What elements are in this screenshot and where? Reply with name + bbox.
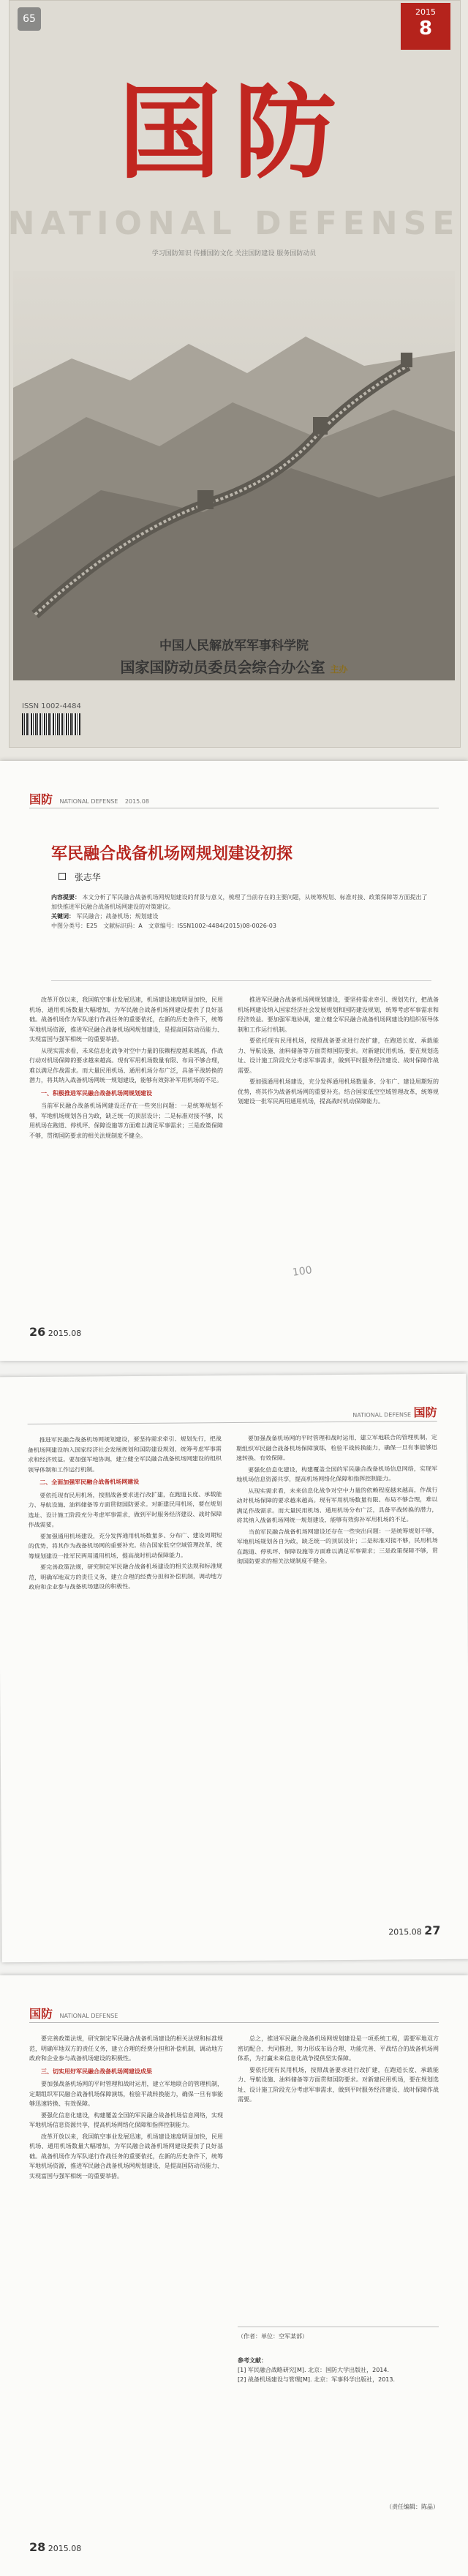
paragraph: 改革开放以来，我国航空事业发展迅速，机场建设速度明显加快，民用机场、通用机场数量大幅增加，为军民融合战备机场网建设提供了良好基础。战备机场作为军队遂行作战任务的重要依托，在新的历史条件下，统筹军地机场资源，推进军民融合战备机场网规划建设，是提高国防动员能力、实现富国与强军相统一的重要举措。 (29, 2133, 223, 2179)
issue-box (401, 3, 450, 50)
journal-date: 2015.08 (124, 798, 149, 805)
section-heading: 三、切实用好军民融合战备机场网建设成果 (41, 2068, 152, 2075)
keywords-text: 军民融合；战备机场；规划建设 (76, 913, 159, 920)
paragraph: 要加强通用机场建设，充分发挥通用机场数量多、分布广、建设周期短的优势，将其作为战备机场网的重要补充。结合国家低空空域管理改革，统筹规划建设一批军民两用通用机场，提高战时机动保障能力。 (238, 1078, 439, 1105)
paragraph: 要完善政策法规，研究制定军民融合战备机场建设的相关法规和标准规范，明确军地双方的责任义务，建立合理的经费分担和补偿机制，调动地方政府和企业参与战备机场建设的积极性。 (29, 1563, 223, 1591)
cover-title: 国防 (118, 73, 350, 193)
journal-name: 国防 (29, 2007, 53, 2021)
cover-org1: 中国人民解放军军事科学院 (159, 639, 309, 653)
text-column-right (238, 995, 439, 1302)
article-author (58, 871, 101, 883)
abstract-label: 内容提要： (51, 894, 80, 901)
article-page-3 (0, 1975, 468, 2576)
cover-org2 (0, 656, 468, 677)
article-page-1 (0, 761, 468, 1361)
journal-name: 国防 (413, 1405, 437, 1420)
paragraph: 要加强战备机场网的平时管理和战时运用，建立军地联合的管理机制，定期组织军民融合战备机场保障演练，检验平战转换能力，确保一旦有事能够迅速转换、有效保障。 (235, 1434, 437, 1462)
page-number-value: 28 (29, 2540, 46, 2554)
issn-text: ISSN 1002-4484 (22, 702, 81, 710)
author-icon (58, 873, 66, 880)
paragraph: 推进军民融合战备机场网规划建设，要坚持需求牵引、规划先行，把战备机场网建设纳入国家经济社会发展规划和国防建设规划，统筹考虑军事需求和经济效益。要加强军地协调，建立健全军民融合战备机场网建设的组织领导体制和工作运行机制。 (238, 996, 439, 1033)
reference-item: [1] 军民融合战略研究[M]. 北京：国防大学出版社，2014. (238, 2367, 390, 2373)
page-number (388, 1923, 440, 1937)
page-number-date: 2015.08 (48, 1329, 82, 1338)
paragraph: 从现实需求看，未来信息化战争对空中力量的依赖程度越来越高，作战行动对机场保障的要求越来越高。现有军用机场数量有限、布局不够合理，难以满足作战需求。而大量民用机场、通用机场分布广泛，具备平战转换的潜力，将其纳入战备机场网统一规划建设，能够有效弥补军用机场的不足。 (29, 1047, 223, 1084)
paragraph: 要加强通用机场建设，充分发挥通用机场数量多、分布广、建设周期短的优势，将其作为战备机场网的重要补充。结合国家低空空域管理改革，统筹规划建设一批军民两用通用机场，提高战时机动保障能力。 (28, 1531, 222, 1560)
cover-org2-name: 国家国防动员委员会综合办公室 (120, 658, 325, 676)
text-column-left (29, 995, 223, 1302)
paragraph: 要依托现有民用机场，按照战备要求进行改扩建，在跑道长度、承载能力、导航设施、油料储备等方面贯彻国防要求。对新建民用机场，要在规划选址、设计施工阶段充分考虑军事需求，做到平时服务经济建设、战时保障作战需要。 (238, 2066, 439, 2103)
paragraph: 要强化信息化建设，构建覆盖全国的军民融合战备机场信息网络，实现军地机场信息资源共享，提高机场网络化保障和指挥控制能力。 (29, 2111, 223, 2128)
paragraph: 从现实需求看，未来信息化战争对空中力量的依赖程度越来越高，作战行动对机场保障的要求越来越高。现有军用机场数量有限、布局不够合理，难以满足作战需求。而大量民用机场、通用机场分布广泛，具备平战转换的潜力，将其纳入战备机场网统一规划建设，能够有效弥补军用机场的不足。 (236, 1486, 438, 1524)
paragraph: 要依托现有民用机场，按照战备要求进行改扩建，在跑道长度、承载能力、导航设施、油料储备等方面贯彻国防要求。对新建民用机场，要在规划选址、设计施工阶段充分考虑军事需求，做到平时服务经济建设、战时保障作战需要。 (28, 1490, 222, 1528)
page-number-date: 2015.08 (388, 1927, 422, 1937)
page-number-value: 26 (29, 1325, 46, 1339)
barcode (22, 713, 80, 735)
abstract-block (51, 893, 431, 981)
paragraph: 要强化信息化建设，构建覆盖全国的军民融合战备机场信息网络，实现军地机场信息资源共享，提高机场网络化保障和指挥控制能力。 (236, 1465, 438, 1483)
clc-text: 中图分类号：E25 文献标识码：A 文章编号：ISSN1002-4484(2015)08-0026-03 (51, 923, 276, 929)
page-number (29, 1325, 81, 1339)
paragraph: 要加强战备机场网的平时管理和战时运用，建立军地联合的管理机制，定期组织军民融合战备机场保障演练，检验平战转换能力，确保一旦有事能够迅速转换、有效保障。 (29, 2081, 223, 2107)
great-wall-illustration (13, 271, 455, 680)
cover-badge: 65 (18, 7, 41, 31)
paragraph: 改革开放以来，我国航空事业发展迅速，机场建设速度明显加快，民用机场、通用机场数量大幅增加，为军民融合战备机场网建设提供了良好基础。战备机场作为军队遂行作战任务的重要依托，在新的历史条件下，统筹军地机场资源，推进军民融合战备机场网规划建设，是提高国防动员能力、实现富国与强军相统一的重要举措。 (29, 996, 223, 1043)
text-column-left (28, 1434, 224, 1904)
section-heading: 二、全面加强军民融合战备机场网建设 (39, 1478, 140, 1486)
article-page-2 (0, 1374, 468, 1962)
references-title: 参考文献： (238, 2357, 267, 2364)
cover-subtitle: NATIONAL DEFENSE (7, 205, 461, 242)
author-name: 张志华 (74, 872, 101, 882)
journal-en: NATIONAL DEFENSE (352, 1411, 412, 1419)
journal-name: 国防 (29, 792, 53, 806)
page-header (27, 1403, 437, 1424)
page-header (29, 790, 439, 808)
references (238, 2356, 439, 2384)
cover-slogan: 学习国防知识 传播国防文化 关注国防建设 服务国防动员 (151, 250, 317, 258)
journal-en: NATIONAL DEFENSE (59, 798, 118, 805)
paragraph: 当前军民融合战备机场网建设还存在一些突出问题：一是统筹规划不够，军地机场规划各自为政，缺乏统一的顶层设计；二是标准对接不够，民用机场在跑道、停机坪、保障设施等方面难以满足军事需求；三是政策保障不够，贯彻国防要求的相关法规制度不健全。 (29, 1103, 223, 1139)
text-column-right (238, 2034, 439, 2312)
page-number (29, 2540, 81, 2554)
cover-org2-suffix: 主办 (330, 664, 348, 675)
paragraph: 要完善政策法规，研究制定军民融合战备机场建设的相关法规和标准规范，明确军地双方的责任义务，建立合理的经费分担和补偿机制，调动地方政府和企业参与战备机场建设的积极性。 (29, 2035, 223, 2062)
issue-year: 2015 (415, 7, 436, 17)
keywords-label: 关键词： (51, 913, 75, 920)
paragraph: 要依托现有民用机场，按照战备要求进行改扩建，在跑道长度、承载能力、导航设施、油料储备等方面贯彻国防要求。对新建民用机场，要在规划选址、设计施工阶段充分考虑军事需求，做到平时服务经济建设、战时保障作战需要。 (238, 1037, 439, 1074)
author-note: （作者：单位：空军某部） (238, 2327, 439, 2341)
handwritten-stamp: 100 (292, 1264, 313, 1279)
paragraph: 当前军民融合战备机场网建设还存在一些突出问题：一是统筹规划不够，军地机场规划各自为政，缺乏统一的顶层设计；二是标准对接不够，民用机场在跑道、停机坪、保障设施等方面难以满足军事需求；三是政策保障不够，贯彻国防要求的相关法规制度不健全。 (236, 1527, 438, 1565)
abstract-text: 本文分析了军民融合战备机场网规划建设的背景与意义，梳理了当前存在的主要问题，从统筹规划、标准对接、政策保障等方面提出了加快推进军民融合战备机场网建设的对策建议。 (51, 894, 428, 910)
page-header (29, 2005, 439, 2023)
paragraph: 总之，推进军民融合战备机场网规划建设是一项系统工程，需要军地双方密切配合、共同推进，努力形成布局合理、功能完善、平战结合的战备机场网体系，为打赢未来信息化战争提供坚实保障。 (238, 2035, 439, 2062)
issue-number: 8 (418, 18, 433, 40)
journal-en: NATIONAL DEFENSE (59, 2013, 118, 2019)
cover-page (0, 0, 468, 761)
editor-note: （责任编辑：陈晶） (386, 2504, 439, 2510)
page-number-value: 27 (424, 1923, 441, 1938)
reference-item: [2] 战备机场建设与管理[M]. 北京：军事科学出版社，2013. (238, 2376, 396, 2383)
section-heading: 一、积极推进军民融合战备机场网规划建设 (41, 1089, 152, 1097)
article-title: 军民融合战备机场网规划建设初探 (51, 844, 293, 863)
page-number-date: 2015.08 (48, 2544, 82, 2553)
paragraph: 推进军民融合战备机场网规划建设，要坚持需求牵引、规划先行，把战备机场网建设纳入国家经济社会发展规划和国防建设规划，统筹考虑军事需求和经济效益。要加强军地协调，建立健全军民融合战备机场网建设的组织领导体制和工作运行机制。 (27, 1435, 222, 1473)
text-column-right (236, 1432, 440, 1902)
text-column-left (29, 2034, 223, 2487)
